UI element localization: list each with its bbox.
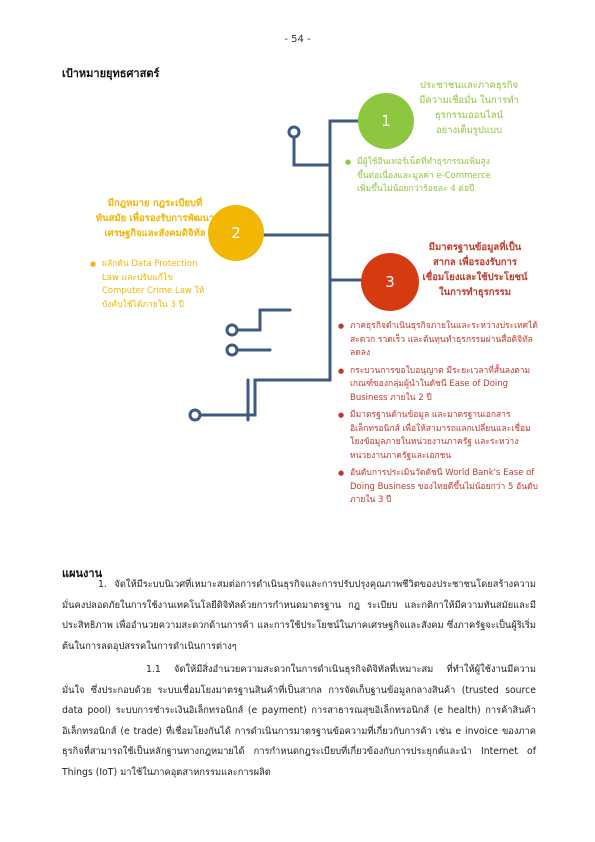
goal-1-title [405,78,533,138]
plan-heading: แผนงาน [62,567,103,580]
connector-mid-branch [232,310,290,330]
goal-2-bullets [90,258,208,313]
goal-3-bullet: ● มีมาตรฐานด้านข้อมูล และมาตรฐานเอกสารอิเล็กทรอนิกส์ เพื่อให้สามารถแลกเปลี่ยนและเชื่อมโยงข้อมูลภายในหน่วยงานภาครัฐ และระหว่างหน่วยงานภาครัฐและเอกชน [338,409,538,463]
goal-2-bullet: ● ผลักดัน Data Protection Law และปรับแก้ไข Computer Crime Law ให้บังคับใช้ได้ภายใน 3 ปี [90,258,208,312]
paragraph-1-1: 1.1 จัดให้มีสิ่งอำนวยความสะดวกในการดำเนินธุรกิจดิจิทัลที่เหมาะสม ที่ทำให้ผู้ใช้งานมีความมั่นใจ ซึ่งประกอบด้วย ระบบเชื่อมโยงมาตรฐานสินค้าที่เป็นสากล การจัดเก็บฐานข้อมูลกลางสินค้า (trusted source data pool) ระบบการชำระเงินอิเล็กทรอนิกส์ (e payment) การสาธารณสุขอิเล็กทรอนิกส์ (e health) การค้าสินค้าอิเล็กทรอนิกส์ (e trade) ที่เชื่อมโยงกันได้ การดำเนินการมาตรฐานข้อความที่เกี่ยวกับการค้า เช่น e invoice ของภาคธุรกิจที่สามารถใช้เป็นหลักฐานทางกฎหมายได้ การกำหนดกฎระเบียบที่เกี่ยวข้องกับการประยุกต์และนำ Internet of Things (IoT) มาใช้ในภาคอุตสาหกรรมและการผลิต [62,664,536,778]
goal-3-title-line: ในการทำธุรกรรม [438,287,512,298]
goal-1-title-line: ประชาชนและภาคธุรกิจ [419,80,519,91]
goal-3-number: 3 [385,273,395,291]
goal-3-title-line: มีมาตรฐานข้อมูลที่เป็น [428,242,522,253]
goal-3-bullet: ● ภาคธุรกิจดำเนินธุรกิจภายในและระหว่างประเทศได้สะดวก รวดเร็ว และต้นทุนทำธุรกรรมผ่านสื่อดิจิทัลลดลง [338,320,538,361]
goal-1-title-line: มีความเชื่อมั่น ในการทำ [419,95,519,106]
goal-1-title-line: อย่างเต็มรูปแบบ [435,125,503,136]
goal-2-title-line: เศรษฐกิจและสังคมดิจิทัล [104,228,206,239]
goal-1-bullet: ● มีผู้ใช้อินเทอร์เน็ตที่ทำธุรกรรมเพิ่มสูงขึ้นต่อเนื่องและมูลค่า e-Commerce เพิ่มขึ้นไม่น้อยกว่าร้อยละ 4 ต่อปี [345,156,495,197]
node-dot [227,345,237,355]
goal-2-number: 2 [231,224,241,242]
goal-3-bullet: ● อันดับการประเมินวัดดัชนี World Bank's Ease of Doing Business ของไทยดีขึ้นไม่น้อยกว่า 5 อันดับภายใน 3 ปี [338,467,538,508]
goal-1-title-line: ธุรกรรมออนไลน์ [434,110,504,121]
node-dot [289,127,299,137]
page-number: - 54 - [284,34,311,45]
goal-2-title [80,196,230,241]
paragraph-1: 1. จัดให้มีระบบนิเวศที่เหมาะสมต่อการดำเนินธุรกิจและการปรับปรุงคุณภาพชีวิตของประชาชนโดยสร้างความมั่นคงปลอดภัยในการใช้งานเทคโนโลยีดิจิทัลด้วยการกำหนดมาตรฐาน กฎ ระเบียบ และกติกาให้มีความทันสมัยและมีประสิทธิภาพ เพื่ออำนวยความสะดวกด้านการค้า และการใช้ประโยชน์ในภาคเศรษฐกิจและสังคม ซึ่งภาครัฐจะเป็นผู้ริเริ่มต้นในการลดอุปสรรคในการดำเนินการต่างๆ [62,579,536,652]
goal-1-number: 1 [381,112,391,130]
goal-3-title [410,240,540,300]
node-dot [190,410,200,420]
goal-3-title-line: เชื่อมโยงและใช้ประโยชน์ [422,272,528,283]
goal-2-title-line: มีกฎหมาย กฎระเบียบที่ [107,198,203,209]
goal-1-bullets [345,156,495,198]
goal-3-bullet: ● กระบวนการขอใบอนุญาต มีระยะเวลาที่สั้นลงตามเกณฑ์ของกลุ่มผู้นำในดัชนี Ease of Doing Business ภายใน 2 ปี [338,365,538,406]
goal-heading: เป้าหมายยุทธศาสตร์ [62,67,160,80]
goal-2-title-line: ทันสมัย เพื่อรองรับการพัฒนา [95,213,215,224]
node-dot [227,325,237,335]
goal-3-title-line: สากล เพื่อรองรับการ [433,257,517,268]
goal-3-bullets [338,320,538,509]
connector-upper-branch [294,132,330,165]
